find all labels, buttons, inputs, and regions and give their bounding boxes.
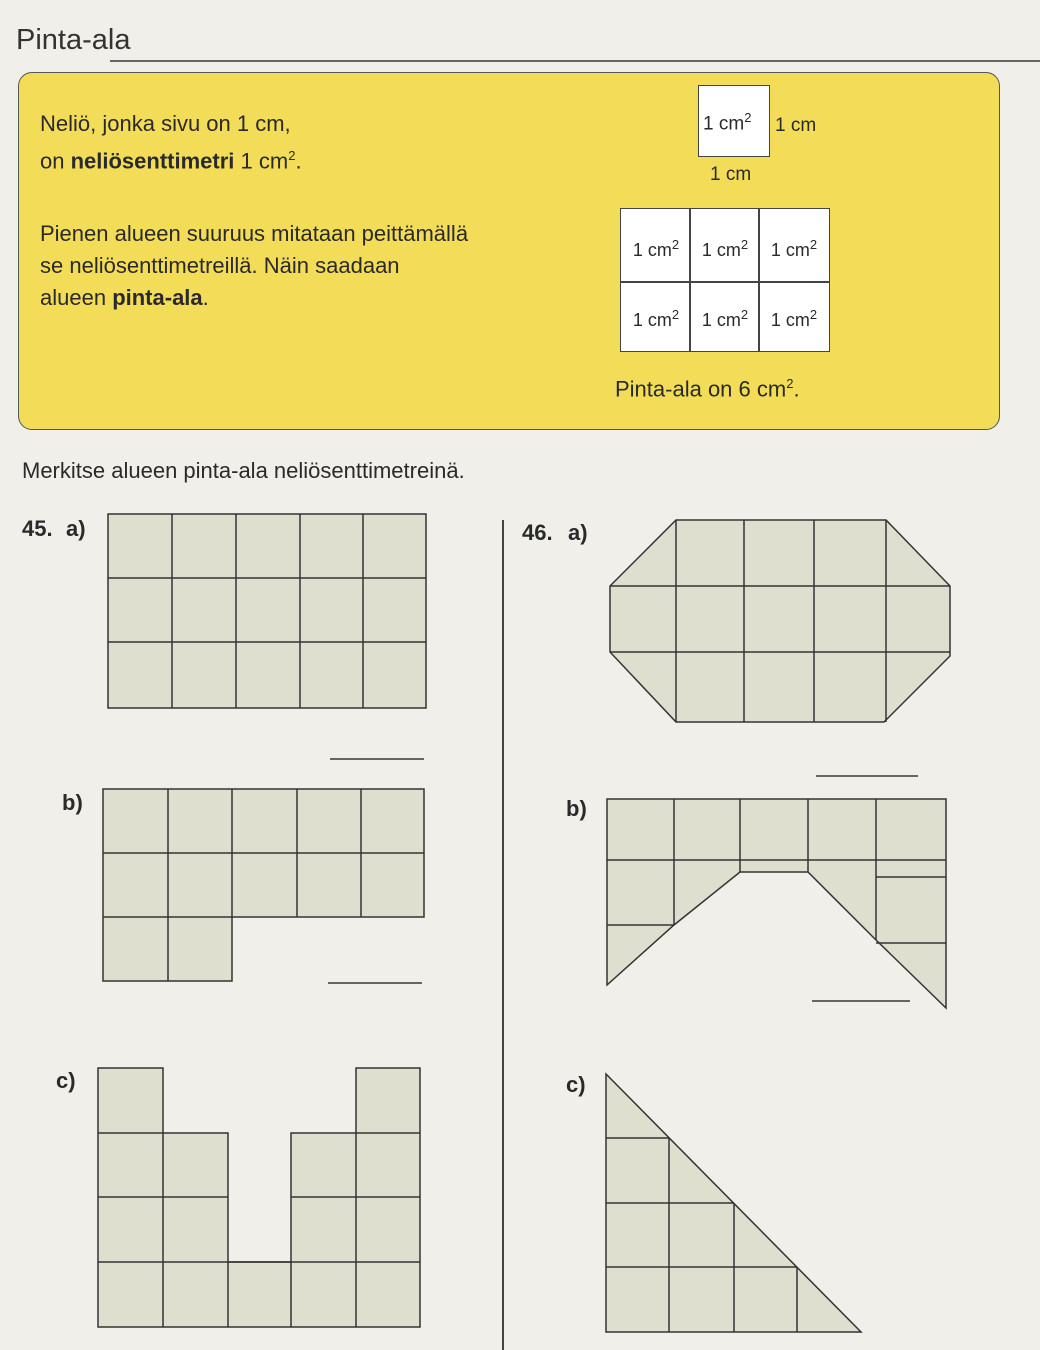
figure-46b [607,799,946,1008]
grid-cell-label: 1 $cm^2$ [770,307,818,330]
figure-46c [606,1074,861,1332]
unit-square-side-label: 1 cm [775,115,817,136]
figure-45b [103,789,424,981]
exercise-46-number: 46. [522,520,553,545]
grid-cell-label: 1 $cm^2$ [632,307,680,330]
page-title: Pinta-ala [16,24,131,56]
exercise-46c-label: c) [566,1072,586,1097]
grid-cell-label: 1 $cm^2$ [701,237,749,260]
exercise-45-number: 45. [22,516,53,541]
exercise-45b-label: b) [62,790,83,815]
grid-cell-label: 1 $cm^2$ [632,237,680,260]
definition-line-2: on neliösenttimetri 1 $cm^2$. [40,148,302,174]
instruction: Merkitse alueen pinta-ala neliösenttimetreinä. [22,458,465,483]
explanation-line-1: Pienen alueen suuruus mitataan peittämällä [40,221,469,246]
unit-square-label: 1 $cm^2$ [703,110,752,135]
definition-line-1: Neliö, jonka sivu on 1 cm, [40,111,291,136]
explanation-line-2: se neliösenttimetreillä. Näin saadaan [40,253,400,278]
grid-cell-label: 1 $cm^2$ [701,307,749,330]
exercise-46a-label: a) [568,520,588,545]
area-caption: Pinta-ala on 6 $cm^2$. [615,376,800,402]
exercise-45c-label: c) [56,1068,76,1093]
figure-45a [108,514,426,708]
unit-square-bottom-label: 1 cm [710,164,752,185]
exercise-46b-label: b) [566,796,587,821]
figure-46a [610,520,950,722]
figure-45c [98,1068,420,1327]
grid-cell-label: 1 $cm^2$ [770,237,818,260]
explanation-line-3: alueen pinta-ala. [40,285,209,310]
exercise-45a-label: a) [66,516,86,541]
